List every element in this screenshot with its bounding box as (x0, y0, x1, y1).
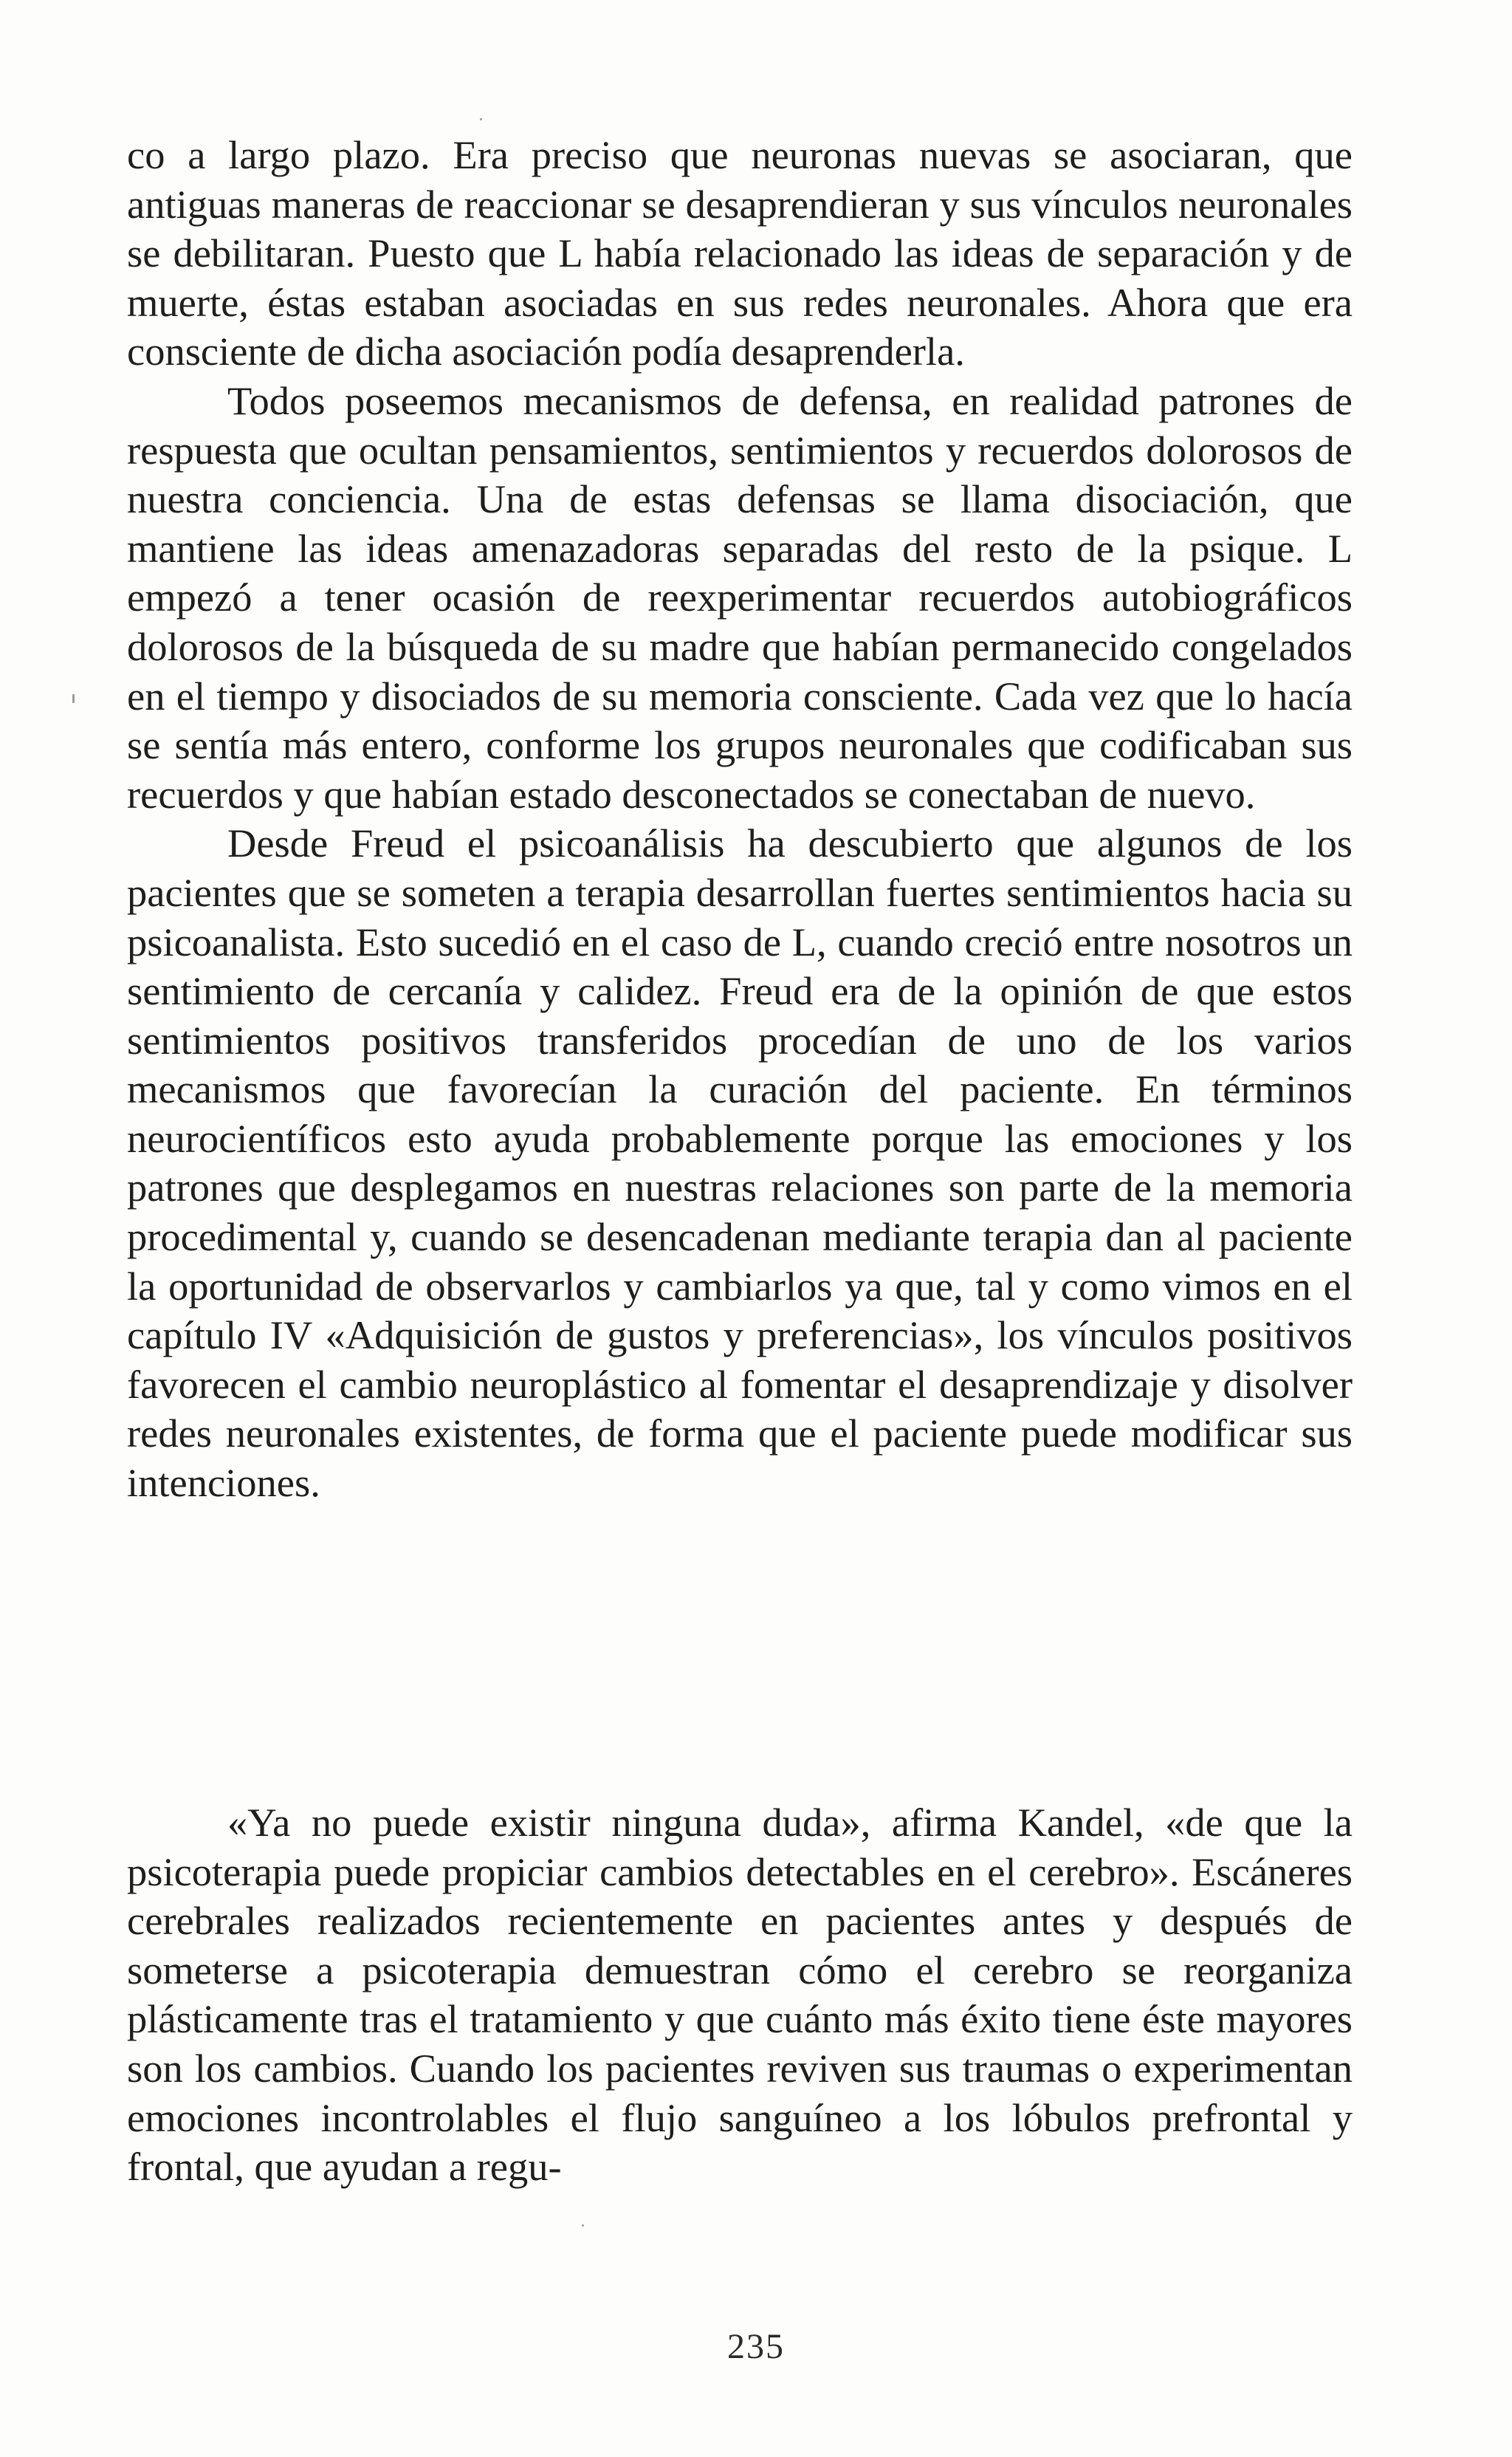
scan-speck (582, 2224, 584, 2227)
paragraph-freud-transference: Desde Freud el psicoanálisis ha descubierto que algunos de los pacientes que se someten a terapia desarrollan fuertes sentimientos hacia su psicoanalista. Esto sucedió en el caso de L, cuando creció entre nosotros un sentimiento de cercanía y calidez. Freud era de la opinión de que estos sentimientos positivos transferidos procedían de uno de los varios mecanismos que favorecían la curación del paciente. En términos neurocientíficos esto ayuda probablemente porque las emociones y los patrones que desplegamos en nuestras relaciones son parte de la memoria procedimental y, cuando se desencadenan mediante terapia dan al paciente la oportunidad de observarlos y cambiarlos ya que, tal y como vimos en el capítulo IV «Adquisición de gustos y preferencias», los vínculos positivos favorecen el cambio neuroplástico al fomentar el desaprendizaje y disolver redes neuronales existentes, de forma que el paciente puede modificar sus intenciones. (127, 820, 1353, 1506)
body-text-top (127, 131, 1353, 1508)
paragraph-kandel-quote: «Ya no puede existir ninguna duda», afirma Kandel, «de que la psicoterapia puede propiciar cambios detectables en el cerebro». Escáneres cerebrales realizados recientemente en pacientes antes y después de someterse a psicoterapia demuestran cómo el cerebro se reorganiza plásticamente tras el tratamiento y que cuánto más éxito tiene éste mayores son los cambios. Cuando los pacientes reviven sus traumas o experimentan emociones incontrolables el flujo sanguíneo a los lóbulos prefrontal y frontal, que ayudan a regu- (127, 1800, 1353, 2190)
paragraph-continuation: co a largo plazo. Era preciso que neuronas nuevas se asociaran, que antiguas maneras de reaccionar se desaprendieran y sus vínculos neuronales se debilitaran. Puesto que L había relacionado las ideas de separación y de muerte, éstas estaban asociadas en sus redes neuronales. Ahora que era consciente de dicha asociación podía desaprenderla. (127, 132, 1353, 374)
scan-speck (480, 118, 482, 120)
body-text-bottom (127, 1798, 1353, 2192)
paragraph-defense-mechanisms: Todos poseemos mecanismos de defensa, en realidad patrones de respuesta que ocultan pensamientos, sentimientos y recuerdos dolorosos de nuestra conciencia. Una de estas defensas se llama disociación, que mantiene las ideas amenazadoras separadas del resto de la psique. L empezó a tener ocasión de reexperimentar recuerdos autobiográficos dolorosos de la búsqueda de su madre que habían permanecido congelados en el tiempo y disociados de su memoria consciente. Cada vez que lo hacía se sentía más entero, conforme los grupos neuronales que codificaban sus recuerdos y que habían estado desconectados se conectaban de nuevo. (127, 377, 1353, 817)
page-number: 235 (727, 2327, 785, 2366)
scan-speck (72, 694, 75, 703)
